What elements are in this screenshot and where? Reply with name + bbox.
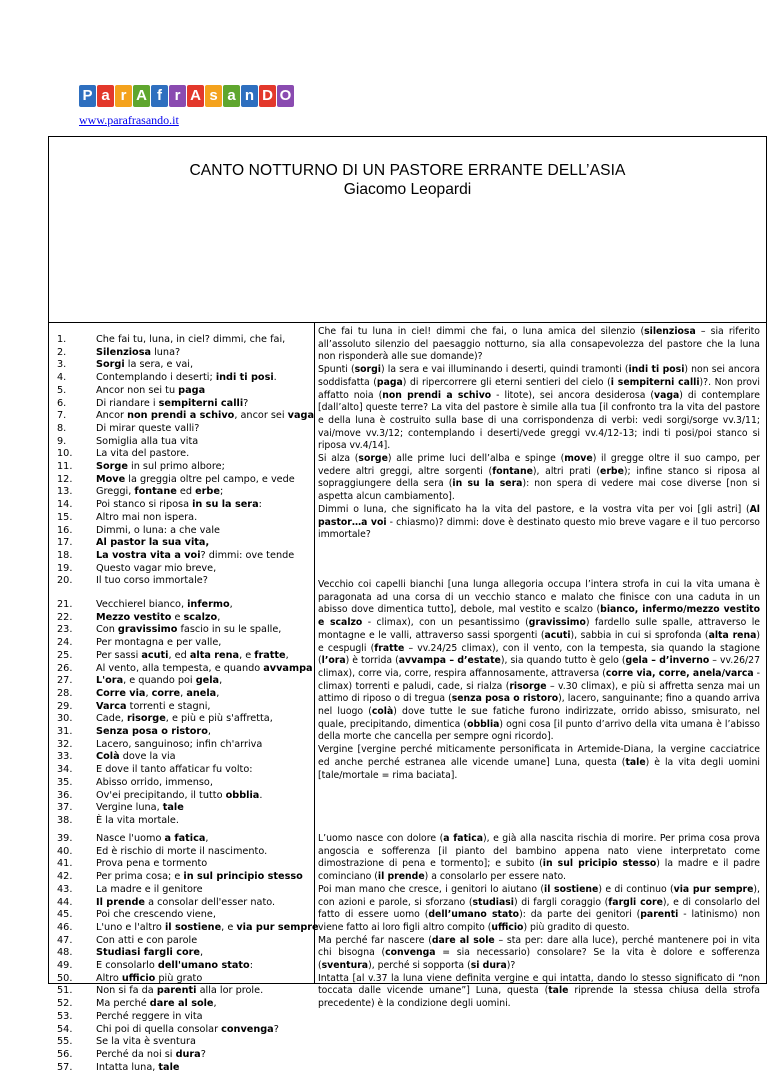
verse-line (57, 334, 309, 347)
verse-line (57, 713, 309, 726)
verse-line (57, 512, 309, 525)
verse-text: Prova pena e tormento (96, 858, 208, 870)
verse-number: 56. (57, 1048, 73, 1060)
verse-text: Di mirar queste valli? (96, 422, 200, 434)
verse-number: 50. (57, 972, 73, 984)
verse-text: Al pastor la sua vita, (96, 537, 210, 549)
verse-number: 40. (57, 845, 73, 857)
stanza-3-verses (57, 833, 319, 1074)
verse-line (57, 550, 309, 563)
verse-text: Somiglia alla tua vita (96, 435, 199, 447)
verse-number: 14. (57, 499, 73, 511)
stanza-1-paraphrase (318, 326, 760, 542)
verse-line (57, 947, 309, 960)
verse-number: 20. (57, 575, 73, 587)
verse-text: Poi che crescendo viene, (96, 909, 216, 921)
verse-number: 21. (57, 599, 73, 610)
verse-number: 42. (57, 871, 73, 883)
verse-number: 30. (57, 713, 73, 725)
verse-number: 41. (57, 858, 73, 870)
verse-line (57, 846, 309, 859)
verse-line (57, 423, 309, 436)
verse-text: Al vento, alla tempesta, e quando avvampa (96, 662, 313, 674)
verse-text: Dimmi, o luna: a che vale (96, 524, 220, 536)
verse-number: 17. (57, 537, 73, 549)
verse-number: 55. (57, 1036, 73, 1048)
verse-text: Silenziosa luna? (96, 346, 181, 358)
verse-line (57, 921, 319, 935)
verse-number: 44. (57, 896, 73, 908)
verse-number: 49. (57, 960, 73, 972)
verse-line (57, 637, 309, 650)
verse-line (57, 359, 309, 372)
stanza-3-paraphrase (318, 833, 760, 1011)
poem-author: Giacomo Leopardi (343, 181, 472, 198)
verse-text: Lacero, sanguinoso; infin ch'arriva (96, 738, 263, 750)
logo-letter: D (259, 85, 276, 107)
verse-text: Perché da noi si dura? (96, 1048, 206, 1060)
verse-text: Perché reggere in vita (96, 1010, 203, 1022)
verse-number: 15. (57, 511, 73, 523)
verse-line (57, 858, 309, 871)
site-link[interactable]: www.parafrasando.it (79, 113, 179, 127)
verse-text: Sorge in sul primo albore; (96, 461, 225, 473)
verse-text: Ma perché dare al sole, (96, 998, 217, 1010)
verse-text: Con gravissimo fascio in su le spalle, (96, 624, 282, 636)
verse-line (57, 599, 309, 612)
verse-text: Studiasi fargli core, (96, 947, 204, 959)
verse-text: Che fai tu, luna, in ciel? dimmi, che fai, (96, 334, 286, 345)
verse-text: Non si fa da parenti alla lor prole. (96, 985, 264, 997)
verse-line (57, 884, 309, 897)
verse-line (57, 650, 309, 663)
verse-line (57, 436, 309, 449)
column-divider (314, 323, 315, 983)
verse-line (57, 871, 309, 884)
verse-number: 54. (57, 1023, 73, 1035)
verse-number: 22. (57, 611, 73, 623)
verse-number: 24. (57, 637, 73, 649)
verse-text: Nasce l'uomo a fatica, (96, 833, 209, 844)
verse-number: 25. (57, 649, 73, 661)
verse-number: 48. (57, 947, 73, 959)
verse-line (57, 833, 309, 846)
verse-number: 36. (57, 789, 73, 801)
verse-line (57, 612, 309, 625)
verse-number: 39. (57, 833, 73, 844)
stanza-1-verses (57, 334, 314, 588)
verse-text: Se la vita è sventura (96, 1036, 196, 1048)
verse-text: Colà dove la via (96, 751, 176, 763)
verse-number: 18. (57, 549, 73, 561)
verse-line (57, 347, 309, 360)
verse-text: Questo vagar mio breve, (96, 562, 217, 574)
parafrasando-logo (79, 85, 294, 109)
verse-text: Per sassi acuti, ed alta rena, e fratte, (96, 649, 289, 661)
verse-line (57, 751, 309, 764)
poem-title: CANTO NOTTURNO DI UN PASTORE ERRANTE DELL’ASIA (189, 162, 626, 179)
verse-line (57, 726, 309, 739)
verse-line (57, 1049, 309, 1062)
verse-number: 5. (57, 384, 67, 396)
verse-number: 9. (57, 435, 67, 447)
verse-number: 3. (57, 359, 67, 371)
verse-text: Vecchierel bianco, infermo, (96, 599, 233, 610)
header-cell (49, 137, 766, 323)
verse-number: 35. (57, 776, 73, 788)
verse-line (57, 675, 309, 688)
verse-line (57, 1011, 309, 1024)
verse-text: È la vita mortale. (96, 814, 179, 826)
verse-text: Sorgi la sera, e vai, (96, 359, 194, 371)
verse-line (57, 815, 309, 828)
verse-line (57, 935, 309, 948)
verse-text: Contemplando i deserti; indi ti posi. (96, 372, 277, 384)
verse-line (57, 960, 309, 973)
verse-number: 27. (57, 675, 73, 687)
verse-number: 57. (57, 1061, 73, 1073)
stanza-2-verses (57, 599, 313, 828)
verse-number: 12. (57, 473, 73, 485)
verse-number: 31. (57, 726, 73, 738)
verse-line (57, 985, 309, 998)
logo-letter: a (223, 85, 240, 107)
verse-line (57, 410, 314, 423)
verse-number: 26. (57, 662, 73, 674)
verse-line (57, 372, 309, 385)
verse-line (57, 1036, 309, 1049)
verse-text: Ed è rischio di morte il nascimento. (96, 845, 268, 857)
verse-number: 8. (57, 422, 67, 434)
verse-text: Mezzo vestito e scalzo, (96, 611, 221, 623)
verse-text: Altro mai non ispera. (96, 511, 198, 523)
verse-text: L'uno e l'altro il sostiene, e via pur sempre (96, 921, 319, 933)
verse-text: Per prima cosa; e in sul principio stesso (96, 871, 303, 883)
verse-text: Chi poi di quella consolar convenga? (96, 1023, 279, 1035)
logo-letter: A (187, 85, 204, 107)
verse-number: 19. (57, 562, 73, 574)
verse-number: 10. (57, 448, 73, 460)
verse-line (57, 688, 309, 701)
verse-number: 38. (57, 814, 73, 826)
verse-text: La vita del pastore. (96, 448, 190, 460)
verse-text: La vostra vita a voi? dimmi: ove tende (96, 549, 295, 561)
verse-number: 23. (57, 624, 73, 636)
verse-number: 11. (57, 461, 73, 473)
verse-text: Cade, risorge, e più e più s'affretta, (96, 713, 273, 725)
verse-line (57, 563, 309, 576)
paraphrase-text: L’uomo nasce con dolore (a fatica), e già alla nascita rischia di morire. Per prima cosa prova angoscia e sofferenza [il pianto del bambino appena nato viene interpretato come dimostrazione di pena e tormento]; e subito (in sul pricipio stesso) la madre e il padre cominciano (il prende) a consolarlo per essere nato. Poi man mano che cresce, i genitori lo aiutano (il sostiene) e di continuo (via pur sempre), con azioni e parole, si sforzano (studiasi) di fargli coraggio (fargli core), e di consolarlo del fatto di essere uomo (dell’umano stato): da parte dei genitori (parenti - latinismo) non viene fatto ai loro figli altro compito (ufficio) più gradito di questo. Ma perché far nascere (dare al sole – sta per: dare alla luce), perché mantenere poi in vita chi bisogna (convenga = sia necessario) consolare? Se la vita è dolore e sofferenza (sventura), perché si sopporta (si dura)? Intatta [al v.37 la luna viene definita vergine e qui intatta, dando lo stesso significato di “non toccata dalle vicende umane”] Luna, questa (tale riprende la stessa chiusa della strofa precedente) è la condizione degli uomini. (318, 833, 761, 1010)
verse-line (57, 385, 309, 398)
verse-number: 7. (57, 410, 67, 422)
verse-number: 33. (57, 751, 73, 763)
verse-line (57, 499, 309, 512)
verse-line (57, 973, 309, 986)
verse-number: 28. (57, 687, 73, 699)
verse-line (57, 525, 309, 538)
verse-text: Move la greggia oltre pel campo, e vede (96, 473, 295, 485)
verse-line (57, 486, 309, 499)
verse-text: Ancor non prendi a schivo, ancor sei vaga (96, 410, 314, 422)
verse-line (57, 777, 309, 790)
verse-text: Con atti e con parole (96, 934, 198, 946)
verse-line (57, 575, 309, 588)
logo-letter: f (151, 85, 168, 107)
verse-text: E dove il tanto affaticar fu volto: (96, 764, 253, 776)
verse-number: 43. (57, 883, 73, 895)
verse-number: 4. (57, 372, 67, 384)
verse-text: Ancor non sei tu paga (96, 384, 206, 396)
logo-letter: a (97, 85, 114, 107)
verse-line (57, 998, 309, 1011)
logo-letter: P (79, 85, 96, 107)
verse-line (57, 739, 309, 752)
verse-line (57, 398, 309, 411)
verse-text: Greggi, fontane ed erbe; (96, 486, 224, 498)
verse-line (57, 537, 309, 550)
logo-letter: r (115, 85, 132, 107)
verse-number: 51. (57, 985, 73, 997)
verse-text: Vergine luna, tale (96, 802, 184, 814)
verse-line (57, 474, 309, 487)
verse-text: Per montagna e per valle, (96, 637, 222, 649)
verse-number: 29. (57, 700, 73, 712)
verse-text: Il prende a consolar dell'esser nato. (96, 896, 276, 908)
verse-line (57, 897, 309, 910)
logo-letter: O (277, 85, 294, 107)
verse-text: Poi stanco si riposa in su la sera: (96, 499, 262, 511)
verse-number: 34. (57, 764, 73, 776)
verse-line (57, 448, 309, 461)
verse-number: 47. (57, 934, 73, 946)
verse-number: 16. (57, 524, 73, 536)
verse-text: Varca torrenti e stagni, (96, 700, 211, 712)
verse-text: La madre e il genitore (96, 883, 203, 895)
verse-text: Abisso orrido, immenso, (96, 776, 213, 788)
verse-line (57, 624, 309, 637)
logo-letter: A (133, 85, 150, 107)
verse-number: 6. (57, 397, 67, 409)
verse-text: Intatta luna, tale (96, 1061, 180, 1073)
paraphrase-text: Vecchio coi capelli bianchi [una lunga allegoria occupa l’intera strofa in cui la vita umana è paragonata ad una corsa di un vecchio stanco e malato che finisce con una caduta in un abisso dove dimentica tutto], debole, mal vestito e scalzo (bianco, infermo/mezzo vestito e scalzo - climax), con un pesantissimo (gravissimo) fardello sulle spalle, attraverso le montagne e le valli, attraverso sassi sporgenti (acuti), sabbia in cui si sprofonda (alta rena) e cespugli (fratte – vv.24/25 climax), con il vento, con la tempesta, sia quando la stagione (l’ora) è torrida (avvampa – d’estate), sia quando tutto è gelo (gela – d’inverno – vv.26/27 climax), corre via, corre, respira affannosamente, attraversa (corre via, corre, anela/varca - climax) torrenti e paludi, cade, si rialza (risorge – v.30 climax), e più si affretta senza mai un attimo di riposo o di tregua (senza posa o ristoro), lacero, sanguinante; fino a quando arriva nel luogo (colà) dove tutte le sue fatiche furono indirizzate, orrido abisso, smisurato, nel quale, precipitando, dimentica (obblia) ogni cosa [il punto d’arrivo della vita umana è l’abisso della morte che cancella per sempre ogni ricordo]. Vergine [vergine perché miticamente personificata in Artemide-Diana, la vergine cacciatrice ed anche perché estranea alle vicende umane] Luna, questa (tale) è la vita degli uomini [tale/mortale = rima baciata]. (318, 579, 761, 781)
verse-line (57, 461, 309, 474)
verse-number: 37. (57, 802, 73, 814)
verse-number: 2. (57, 346, 67, 358)
verse-text: L'ora, e quando poi gela, (96, 675, 223, 687)
verse-number: 53. (57, 1010, 73, 1022)
logo-letter: r (169, 85, 186, 107)
verse-text: E consolarlo dell'umano stato: (96, 960, 253, 972)
verse-number: 13. (57, 486, 73, 498)
stanza-2-paraphrase (318, 579, 760, 782)
verse-line (57, 1062, 309, 1074)
verse-number: 45. (57, 909, 73, 921)
verse-number: 46. (57, 921, 73, 933)
logo-letter: s (205, 85, 222, 107)
logo-letter: n (241, 85, 258, 107)
verse-line (57, 662, 313, 676)
verse-text: Altro ufficio più grato (96, 972, 203, 984)
paraphrase-text: Che fai tu luna in ciel! dimmi che fai, o luna amica del silenzio (silenziosa – sia riferito all’assoluto silenzio del paesaggio notturno, sia alla consapevolezza del pastore che la luna non risponderà alle sue domande)? Spunti (sorgi) la sera e vai illuminando i deserti, quindi tramonti (indi ti posi) non sei ancora soddisfatta (paga) di ripercorrere gli eterni sentieri del cielo (i sempiterni calli)?. Non provi affatto noia (non prendi a schivo - litote), sei ancora desiderosa (vaga) di contemplare [dall’alto] queste terre? La vita del pastore è simile alla tua [il confronto tra la vita del pastore e della luna è costruito sulla base di una corrispondenza di verbi: vedi sorgi/sorge vv.3/11; vai/move vv.3/12; contemplando i deserti/vede greggi vv.4/12-13; indi ti posi/poi stanco si riposa vv.4/14]. Si alza (sorge) alle prime luci dell’alba e spinge (move) il gregge oltre il suo campo, per vedere altri greggi, altre sorgenti (fontane), altri prati (erbe); infine stanco si riposa al sopraggiungere della sera (in su la sera): non spera di vedere mai cose diverse [non si aspetta alcun cambiamento]. Dimmi o luna, che significato ha la vita del pastore, e la vostra vita per voi [gli astri] (Al pastor…a voi - chiasmo)? dimmi: dove è destinato questo mio breve vagare e il tuo percorso immortale? (318, 326, 760, 541)
verse-text: Di riandare i sempiterni calli? (96, 397, 249, 409)
verse-line (57, 802, 309, 815)
verse-text: Corre via, corre, anela, (96, 687, 220, 699)
verse-number: 52. (57, 998, 73, 1010)
verse-line (57, 764, 309, 777)
verse-number: 1. (57, 334, 67, 345)
verse-text: Il tuo corso immortale? (96, 575, 208, 587)
verse-number: 32. (57, 738, 73, 750)
verse-line (57, 1024, 309, 1037)
verse-line (57, 790, 309, 803)
verse-line (57, 701, 309, 714)
verse-text: Ov'ei precipitando, il tutto obblia. (96, 789, 263, 801)
verse-line (57, 909, 309, 922)
verse-text: Senza posa o ristoro, (96, 726, 211, 738)
content-table (48, 136, 767, 1073)
